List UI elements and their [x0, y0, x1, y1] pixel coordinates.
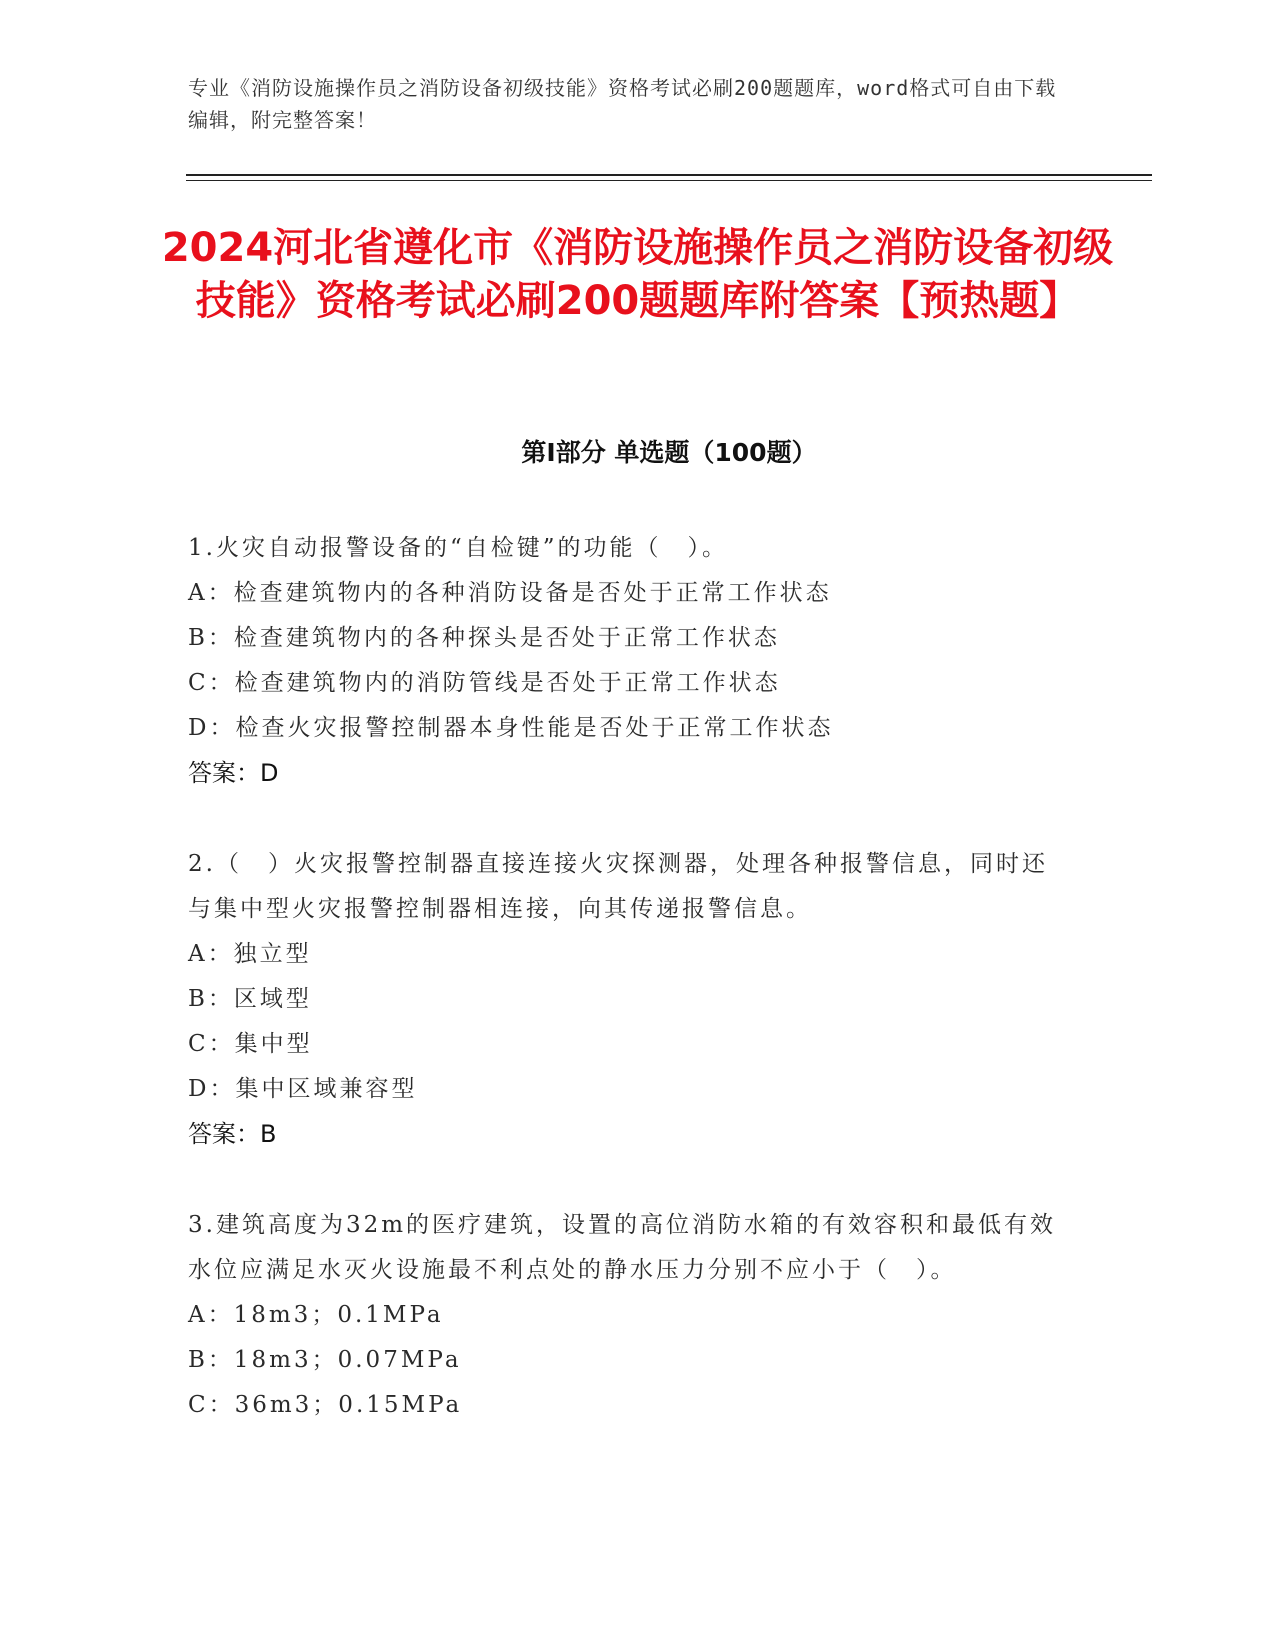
option-c: C：集中型: [188, 1031, 313, 1057]
question-stem: 3.建筑高度为32m的医疗建筑，设置的高位消防水箱的有效容积和最低有效水位应满足水灭火设施最不利点处的静水压力分别不应小于（ ）。: [188, 1212, 1057, 1283]
question-3: [188, 1203, 1068, 1428]
question-1: [188, 526, 1068, 796]
option-d: D：检查火灾报警控制器本身性能是否处于正常工作状态: [188, 715, 834, 741]
option-a: A：18m3；0.1MPa: [188, 1302, 444, 1328]
answer: 答案：D: [188, 759, 279, 787]
question-list: [188, 526, 1068, 1474]
question-stem: 2.（ ）火灾报警控制器直接连接火灾探测器，处理各种报警信息，同时还与集中型火灾报警控制器相连接，向其传递报警信息。: [188, 851, 1048, 922]
header-rule-thick: [186, 174, 1152, 176]
header-note: 专业《消防设施操作员之消防设备初级技能》资格考试必刷200题题库，word格式可自由下载编辑，附完整答案！: [188, 76, 1057, 132]
question-stem: 1.火灾自动报警设备的“自检键”的功能（ ）。: [188, 535, 728, 561]
option-b: B：区域型: [188, 986, 312, 1012]
option-b: B：18m3；0.07MPa: [188, 1347, 462, 1373]
option-c: C：36m3；0.15MPa: [188, 1392, 463, 1418]
option-a: A：检查建筑物内的各种消防设备是否处于正常工作状态: [188, 580, 832, 606]
answer: 答案：B: [188, 1120, 277, 1148]
header-rule-thin: [186, 180, 1152, 181]
option-a: A：独立型: [188, 941, 312, 967]
option-b: B：检查建筑物内的各种探头是否处于正常工作状态: [188, 625, 780, 651]
option-d: D：集中区域兼容型: [188, 1076, 418, 1102]
document-title: 2024河北省遵化市《消防设施操作员之消防设备初级技能》资格考试必刷200题题库附答案【预热题】: [161, 225, 1114, 324]
option-c: C：检查建筑物内的消防管线是否处于正常工作状态: [188, 670, 781, 696]
question-2: [188, 842, 1068, 1157]
section-title: 第I部分 单选题（100题）: [521, 438, 817, 467]
